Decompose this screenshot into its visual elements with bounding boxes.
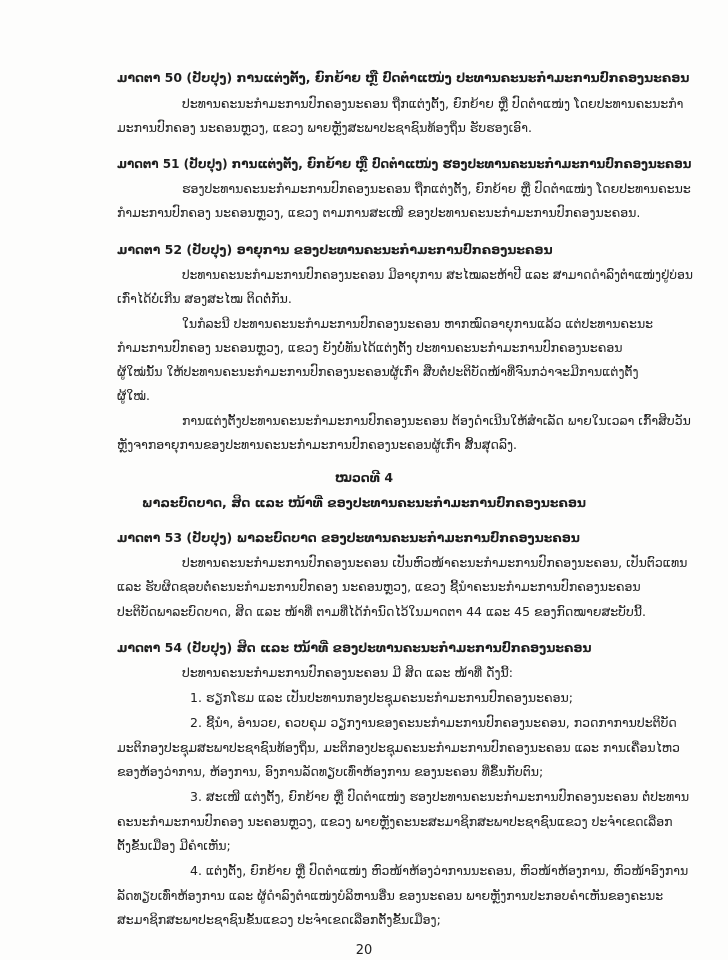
- chapter-title: ພາລະບົດບາດ, ສິດ ແລະ ໜ້າທີ່ ຂອງປະທານຄະນະກຳມະການປົກຄອງນະຄອນ: [141, 495, 587, 510]
- article-54-heading: ມາດຕາ 54 (ປັບປຸງ) ສິດ ແລະ ໜ້າທີ່ ຂອງປະທານຄະນະກຳມະການປົກຄອງນະຄອນ: [117, 640, 592, 655]
- article-51-line-1: ຮອງປະທານຄະນະກຳມະການປົກຄອງນະຄອນ ຖືກແຕ່ງຕັ້ງ, ຍົກຍ້າຍ ຫຼື ປົດຕຳແໜ່ງ ໂດຍປະທານຄະນະ: [182, 181, 691, 196]
- article-53-line-1: ປະທານຄະນະກຳມະການປົກຄອງນະຄອນ ເປັນຫົວໜ້າຄະນະກຳມະການປົກຄອງນະຄອນ, ເປັນຕົວແທນ: [182, 555, 688, 570]
- article-53-line-2: ແລະ ຮັບຜິດຊອບຕໍ່ຄະນະກຳມະການປົກຄອງ ນະຄອນຫຼວງ, ແຂວງ ຊີ້ນຳຄະນະກຳມະການປົກຄອງນະຄອນ: [117, 579, 641, 594]
- article-52-line-8: ຫຼັງຈາກອາຍຸການຂອງປະທານຄະນະກຳມະການປົກຄອງນະຄອນຜູ້ເກົ່າ ສິ້ນສຸດລົງ.: [117, 437, 517, 452]
- article-53-heading: ມາດຕາ 53 (ປັບປຸງ) ພາລະບົດບາດ ຂອງປະທານຄະນະກຳມະການປົກຄອງນະຄອນ: [117, 530, 580, 545]
- article-51-heading: ມາດຕາ 51 (ປັບປຸງ) ການແຕ່ງຕັ້ງ, ຍົກຍ້າຍ ຫຼື ປົດຕຳແໜ່ງ ຮອງປະທານຄະນະກຳມະການປົກຄອງນະຄອນ: [117, 157, 692, 171]
- article-54-item-1: 1. ຮຽກໂຮມ ແລະ ເປັນປະທານກອງປະຊຸມຄະນະກຳມະການປົກຄອງນະຄອນ;: [190, 690, 573, 705]
- article-54-intro: ປະທານຄະນະກຳມະການປົກຄອງນະຄອນ ມີ ສິດ ແລະ ໜ້າທີ່ ດັ່ງນີ້:: [182, 665, 513, 680]
- article-52-line-1: ປະທານຄະນະກຳມະການປົກຄອງນະຄອນ ມີອາຍຸການ ສະໄໝລະຫ້າປີ ແລະ ສາມາດດຳລົງຕຳແໜ່ງຢູ່ບ່ອນ: [182, 268, 693, 282]
- page-number: 20: [355, 943, 373, 958]
- article-50-line-2: ມະການປົກຄອງ ນະຄອນຫຼວງ, ແຂວງ ພາຍຫຼັງສະພາປະຊາຊົນທ້ອງຖິ່ນ ຮັບຮອງເອົາ.: [117, 120, 532, 135]
- article-54-item-4-line-1: 4. ແຕ່ງຕັ້ງ, ຍົກຍ້າຍ ຫຼື ປົດຕຳແໜ່ງ ຫົວໜ້າຫ້ອງວ່າການນະຄອນ, ຫົວໜ້າຫ້ອງການ, ຫົວໜ້າອົງການ: [190, 863, 689, 878]
- article-53-line-3: ປະຕິບັດພາລະບົດບາດ, ສິດ ແລະ ໜ້າທີ່ ຕາມທີ່ໄດ້ກຳນົດໄວ້ໃນມາດຕາ 44 ແລະ 45 ຂອງກົດໝາຍສະບັບນີ້.: [117, 604, 646, 619]
- article-54-item-4-line-3: ສະມາຊິກສະພາປະຊາຊົນຂັ້ນແຂວງ ປະຈຳເຂດເລືອກຕັ້ງຂັ້ນເມືອງ;: [117, 912, 441, 927]
- article-54-item-3-line-1: 3. ສະເໜີ ແຕ່ງຕັ້ງ, ຍົກຍ້າຍ ຫຼື ປົດຕຳແໜ່ງ ຮອງປະທານຄະນະກຳມະການປົກຄອງນະຄອນ ຕໍ່ປະທານ: [190, 789, 690, 804]
- chapter-number: ໝວດທີ 4: [334, 470, 394, 485]
- article-51-line-2: ກຳມະການປົກຄອງ ນະຄອນຫຼວງ, ແຂວງ ຕາມການສະເໜີ ຂອງປະທານຄະນະກຳມະການປົກຄອງນະຄອນ.: [117, 205, 641, 220]
- article-52-line-2: ເກົ່າໄດ້ບໍ່ເກີນ ສອງສະໄໝ ຕິດຕໍ່ກັນ.: [117, 291, 292, 306]
- article-52-line-7: ການແຕ່ງຕັ້ງປະທານຄະນະກຳມະການປົກຄອງນະຄອນ ຕ້ອງດຳເນີນໃຫ້ສຳເລັດ ພາຍໃນເວລາ ເກົ້າສິບວັນ: [182, 413, 691, 428]
- article-54-item-3-line-2: ຄະນະກຳມະການປົກຄອງ ນະຄອນຫຼວງ, ແຂວງ ພາຍຫຼັງຄະນະສະມາຊິກສະພາປະຊາຊົນແຂວງ ປະຈຳເຂດເລືອກ: [117, 814, 673, 829]
- article-50-heading: ມາດຕາ 50 (ປັບປຸງ) ການແຕ່ງຕັ້ງ, ຍົກຍ້າຍ ຫຼື ປົດຕຳແໜ່ງ ປະທານຄະນະກຳມະການປົກຄອງນະຄອນ: [117, 70, 690, 85]
- article-52-heading: ມາດຕາ 52 (ປັບປຸງ) ອາຍຸການ ຂອງປະທານຄະນະກຳມະການປົກຄອງນະຄອນ: [117, 242, 553, 257]
- article-50-line-1: ປະທານຄະນະກຳມະການປົກຄອງນະຄອນ ຖືກແຕ່ງຕັ້ງ, ຍົກຍ້າຍ ຫຼື ປົດຕຳແໜ່ງ ໂດຍປະທານຄະນະກຳ: [182, 96, 684, 111]
- article-54-item-4-line-2: ລັດທຽບເທົ່າຫ້ອງການ ແລະ ຜູ້ດຳລົງຕຳແໜ່ງບໍລິຫານອື່ນ ຂອງນະຄອນ ພາຍຫຼັງການປະກອບຄຳເຫັນຂອງຄະນະ: [117, 888, 664, 903]
- article-52-line-4: ກຳມະການປົກຄອງ ນະຄອນຫຼວງ, ແຂວງ ຍັງບໍ່ທັນໄດ້ແຕ່ງຕັ້ງ ປະທານຄະນະກຳມະການປົກຄອງນະຄອນ: [117, 340, 623, 355]
- article-54-item-2-line-2: ມະຕິກອງປະຊຸມສະພາປະຊາຊົນທ້ອງຖິ່ນ, ມະຕິກອງປະຊຸມຄະນະກຳມະການປົກຄອງນະຄອນ ແລະ ການເຄື່ອນໄຫວ: [117, 740, 680, 755]
- article-52-line-6: ຜູ້ໃໝ່.: [117, 388, 150, 403]
- article-54-item-3-line-3: ຕັ້ງຂັ້ນເມືອງ ມີຄຳເຫັນ;: [117, 838, 231, 853]
- article-54-item-2-line-3: ຂອງຫ້ອງວ່າການ, ຫ້ອງການ, ອົງການລັດທຽບເທົ່າຫ້ອງການ ຂອງນະຄອນ ທີ່ຂຶ້ນກັບຕົນ;: [117, 764, 544, 779]
- article-52-line-5: ຜູ້ໃໝ່ນັ້ນ ໃຫ້ປະທານຄະນະກຳມະການປົກຄອງນະຄອນຜູ້ເກົ່າ ສືບຕໍ່ປະຕິບັດໜ້າທີ່ຈົນກວ່າຈະມີການແຕ່ງຕັ້ງ: [117, 364, 639, 379]
- article-54-item-2-line-1: 2. ຊີ້ນຳ, ອຳນວຍ, ຄວບຄຸມ ວຽກງານຂອງຄະນະກຳມະການປົກຄອງນະຄອນ, ກວດກາການປະຕິບັດ: [190, 715, 677, 730]
- article-52-line-3: ໃນກໍລະນີ ປະທານຄະນະກຳມະການປົກຄອງນະຄອນ ຫາກໝົດອາຍຸການແລ້ວ ແຕ່ປະທານຄະນະ: [182, 316, 654, 331]
